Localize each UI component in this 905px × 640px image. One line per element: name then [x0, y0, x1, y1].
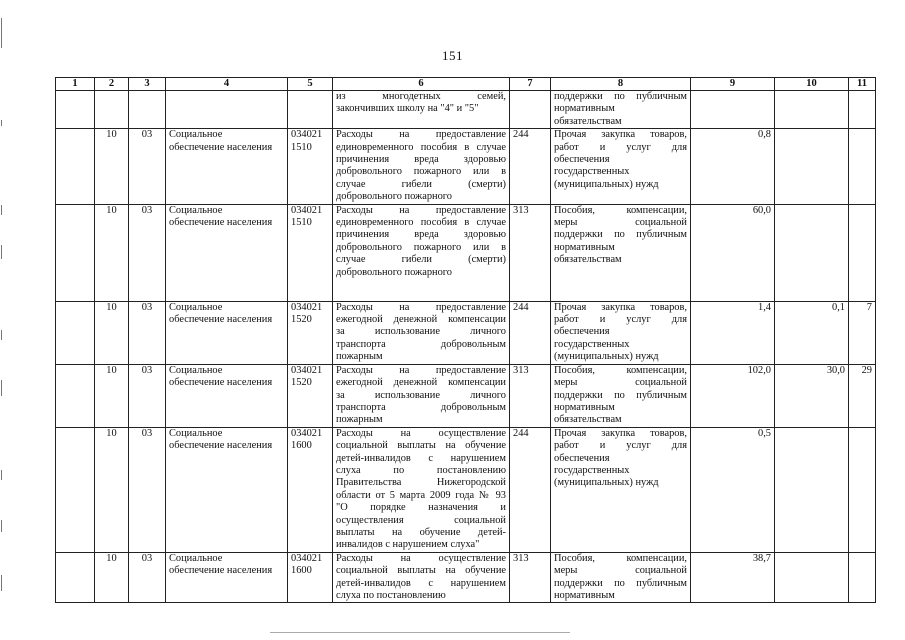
cell-line: добровольного пожарного	[336, 266, 452, 278]
cell-expense-type-code: 244	[510, 129, 551, 204]
cell-line: обязательствам	[554, 414, 622, 426]
cell-section-name	[166, 427, 288, 552]
cell-line: меры социальной	[554, 377, 687, 389]
cell-line: обязательствам	[554, 115, 622, 127]
cell-col1	[56, 427, 95, 552]
cell-line: социальной выплаты на обучение	[336, 440, 506, 452]
cell-line: 034021	[291, 301, 323, 313]
cell-line: обеспечение населения	[169, 440, 273, 452]
cell-amount-col10: 0,1	[775, 301, 849, 364]
cell-line: обязательствам	[554, 254, 622, 266]
cell-line: государственных	[554, 166, 630, 178]
cell-line: обеспечение населения	[169, 217, 273, 229]
cell-line: Расходы на предоставление	[336, 129, 506, 141]
cell-line: детей-инвалидов с нарушением	[336, 577, 506, 589]
cell-expense-type-code: 244	[510, 301, 551, 364]
cell-line: слуха по постановлению	[336, 464, 506, 476]
cell-expense-type-name	[551, 129, 691, 204]
cell-amount-col9: 38,7	[691, 552, 775, 603]
cell-line: меры социальной	[554, 217, 687, 229]
cell-amount-col9: 0,5	[691, 427, 775, 552]
cell-section-name	[166, 552, 288, 603]
cell-line: социальной выплаты на обучение	[336, 565, 506, 577]
cell-col1	[56, 301, 95, 364]
cell-target-code	[288, 427, 333, 552]
cell-expense-type-name	[551, 364, 691, 427]
column-header: 5	[288, 78, 333, 91]
cell-col1	[56, 364, 95, 427]
cell-line: 1520	[291, 377, 312, 389]
cell-line: работ и услуг для	[554, 440, 687, 452]
cell-amount-col11	[849, 204, 876, 301]
cell-line: нормативным	[554, 401, 615, 413]
cell-line: добровольного пожарного или в	[336, 166, 506, 178]
cell-target-code	[288, 129, 333, 204]
cell-line: единовременного пособия в случае	[336, 217, 506, 229]
cell-line: Расходы на осуществление	[336, 552, 506, 564]
cell-expense-type-code: 313	[510, 364, 551, 427]
cell-line: обеспечение населения	[169, 377, 273, 389]
cell-line: обеспечения	[554, 154, 610, 166]
cell-expense-type-name	[551, 552, 691, 603]
table-row	[56, 129, 876, 204]
cell-line: поддержки по публичным	[554, 229, 687, 241]
cell-line: Пособия, компенсации,	[554, 204, 687, 216]
cell-subsection: 03	[129, 552, 166, 603]
cell-line: Социальное	[169, 427, 223, 439]
cell-line: 1600	[291, 565, 312, 577]
cell-amount-col11	[849, 552, 876, 603]
cell-line: 1600	[291, 440, 312, 452]
cell-target-code	[288, 204, 333, 301]
cell-section: 10	[95, 552, 129, 603]
cell-section: 10	[95, 364, 129, 427]
column-header: 7	[510, 78, 551, 91]
cell-line: пожарным	[336, 351, 383, 363]
cell-expense-type-code: 244	[510, 427, 551, 552]
cell-line: из многодетных семей,	[336, 91, 506, 102]
cell-expense-type-code: 313	[510, 552, 551, 603]
cell-line: Расходы на предоставление	[336, 204, 506, 216]
cell-line: области от 5 марта 2009 года № 93	[336, 489, 506, 501]
cell-line: транспорта добровольным	[336, 338, 506, 350]
column-header: 11	[849, 78, 876, 91]
cell-line: 034021	[291, 427, 323, 439]
cell-line: выплаты на обучение детей-	[336, 526, 506, 538]
cell-line: единовременного пособия в случае	[336, 141, 506, 153]
cell-subsection: 03	[129, 129, 166, 204]
cell-amount-col9: 0,8	[691, 129, 775, 204]
scan-bottom-rule	[270, 632, 570, 633]
table-row	[56, 427, 876, 552]
table-body	[56, 91, 876, 603]
cell-amount-col11: 7	[849, 301, 876, 364]
column-header: 4	[166, 78, 288, 91]
cell-line: поддержки по публичным	[554, 577, 687, 589]
column-header: 9	[691, 78, 775, 91]
cell-amount-col9	[691, 91, 775, 129]
cell-line: инвалидов с нарушением слуха"	[336, 539, 480, 551]
cell-amount-col10	[775, 91, 849, 129]
cell-line: Расходы на предоставление	[336, 301, 506, 313]
cell-amount-col10	[775, 552, 849, 603]
cell-amount-col9: 60,0	[691, 204, 775, 301]
cell-line: Правительства Нижегородской	[336, 477, 506, 489]
cell-line: работ и услуг для	[554, 314, 687, 326]
cell-amount-col11	[849, 427, 876, 552]
cell-target-code	[288, 552, 333, 603]
cell-section-name	[166, 204, 288, 301]
header-row	[56, 78, 876, 91]
table-row	[56, 204, 876, 301]
cell-amount-col11: 29	[849, 364, 876, 427]
cell-line: Пособия, компенсации,	[554, 552, 687, 564]
table-row	[56, 364, 876, 427]
cell-line: ежегодной денежной компенсации	[336, 314, 506, 326]
table-row	[56, 301, 876, 364]
cell-section-name	[166, 364, 288, 427]
cell-expense-description	[333, 364, 510, 427]
cell-line: нормативным	[554, 590, 615, 601]
cell-line: слуха по постановлению	[336, 590, 446, 601]
cell-line: Расходы на осуществление	[336, 427, 506, 439]
cell-line: Социальное	[169, 204, 223, 216]
column-header: 1	[56, 78, 95, 91]
cell-line: 034021	[291, 204, 323, 216]
column-header: 10	[775, 78, 849, 91]
cell-expense-description	[333, 552, 510, 603]
cell-line: "О порядке назначения и	[336, 502, 506, 514]
cell-expense-type-name	[551, 204, 691, 301]
cell-line: Социальное	[169, 129, 223, 141]
page-number: 151	[442, 48, 463, 63]
cell-amount-col9: 1,4	[691, 301, 775, 364]
cell-section	[95, 91, 129, 129]
cell-line: Социальное	[169, 301, 223, 313]
cell-target-code	[288, 301, 333, 364]
cell-line: 1510	[291, 141, 312, 153]
cell-amount-col11	[849, 129, 876, 204]
cell-amount-col10	[775, 427, 849, 552]
cell-line: 1520	[291, 314, 312, 326]
budget-table	[55, 77, 876, 603]
column-header: 6	[333, 78, 510, 91]
cell-line: Социальное	[169, 364, 223, 376]
cell-section: 10	[95, 129, 129, 204]
cell-subsection: 03	[129, 301, 166, 364]
cell-subsection: 03	[129, 364, 166, 427]
cell-expense-description	[333, 91, 510, 129]
cell-line: меры социальной	[554, 565, 687, 577]
cell-subsection: 03	[129, 204, 166, 301]
cell-expense-description	[333, 129, 510, 204]
table-row	[56, 91, 876, 129]
cell-line: Прочая закупка товаров,	[554, 129, 687, 141]
cell-line: случае гибели (смерти)	[336, 178, 506, 190]
cell-line: Прочая закупка товаров,	[554, 301, 687, 313]
cell-target-code	[288, 364, 333, 427]
cell-line: поддержки по публичным	[554, 389, 687, 401]
cell-target-code	[288, 91, 333, 129]
cell-col1	[56, 552, 95, 603]
cell-line: 034021	[291, 364, 323, 376]
cell-expense-description	[333, 204, 510, 301]
cell-line: 1510	[291, 217, 312, 229]
cell-amount-col10: 30,0	[775, 364, 849, 427]
cell-line: обеспечение населения	[169, 314, 273, 326]
cell-line: нормативным	[554, 241, 615, 253]
cell-section-name	[166, 301, 288, 364]
cell-line: государственных	[554, 464, 630, 476]
cell-expense-type-code: 313	[510, 204, 551, 301]
cell-col1	[56, 129, 95, 204]
cell-line: осуществления социальной	[336, 514, 506, 526]
cell-line: обеспечение населения	[169, 565, 273, 577]
cell-section: 10	[95, 427, 129, 552]
cell-expense-description	[333, 427, 510, 552]
cell-line: 034021	[291, 552, 323, 564]
cell-line: обеспечения	[554, 326, 610, 338]
cell-line: (муниципальных) нужд	[554, 351, 659, 363]
column-header: 8	[551, 78, 691, 91]
cell-amount-col9: 102,0	[691, 364, 775, 427]
cell-line: 034021	[291, 129, 323, 141]
cell-line: случае гибели (смерти)	[336, 254, 506, 266]
cell-line: пожарным	[336, 414, 383, 426]
cell-line: Прочая закупка товаров,	[554, 427, 687, 439]
cell-line: Расходы на предоставление	[336, 364, 506, 376]
cell-line: (муниципальных) нужд	[554, 178, 659, 190]
cell-col1	[56, 91, 95, 129]
cell-line: закончивших школу на "4" и "5"	[336, 103, 479, 115]
cell-col1	[56, 204, 95, 301]
cell-amount-col10	[775, 204, 849, 301]
cell-expense-type-code	[510, 91, 551, 129]
cell-line: добровольного пожарного или в	[336, 241, 506, 253]
cell-subsection: 03	[129, 427, 166, 552]
cell-line: обеспечение населения	[169, 141, 273, 153]
cell-line: транспорта добровольным	[336, 401, 506, 413]
cell-expense-description	[333, 301, 510, 364]
cell-amount-col11	[849, 91, 876, 129]
cell-line: детей-инвалидов с нарушением	[336, 452, 506, 464]
cell-section: 10	[95, 301, 129, 364]
cell-line: добровольного пожарного	[336, 191, 452, 203]
cell-amount-col10	[775, 129, 849, 204]
cell-line: нормативным	[554, 103, 615, 115]
cell-line: (муниципальных) нужд	[554, 477, 659, 489]
cell-expense-type-name	[551, 427, 691, 552]
cell-section: 10	[95, 204, 129, 301]
table-row	[56, 552, 876, 603]
cell-line: поддержки по публичным	[554, 91, 687, 102]
cell-line: за использование личного	[336, 326, 506, 338]
cell-line: обеспечения	[554, 452, 610, 464]
cell-line: за использование личного	[336, 389, 506, 401]
cell-expense-type-name	[551, 301, 691, 364]
column-header: 2	[95, 78, 129, 91]
cell-line: ежегодной денежной компенсации	[336, 377, 506, 389]
scan-edge-marks	[0, 0, 4, 640]
cell-line: причинения вреда здоровью	[336, 154, 506, 166]
cell-line: государственных	[554, 338, 630, 350]
cell-line: причинения вреда здоровью	[336, 229, 506, 241]
cell-line: работ и услуг для	[554, 141, 687, 153]
cell-line: Пособия, компенсации,	[554, 364, 687, 376]
cell-expense-type-name	[551, 91, 691, 129]
cell-section-name	[166, 91, 288, 129]
cell-line: Социальное	[169, 552, 223, 564]
cell-section-name	[166, 129, 288, 204]
cell-subsection	[129, 91, 166, 129]
column-header: 3	[129, 78, 166, 91]
